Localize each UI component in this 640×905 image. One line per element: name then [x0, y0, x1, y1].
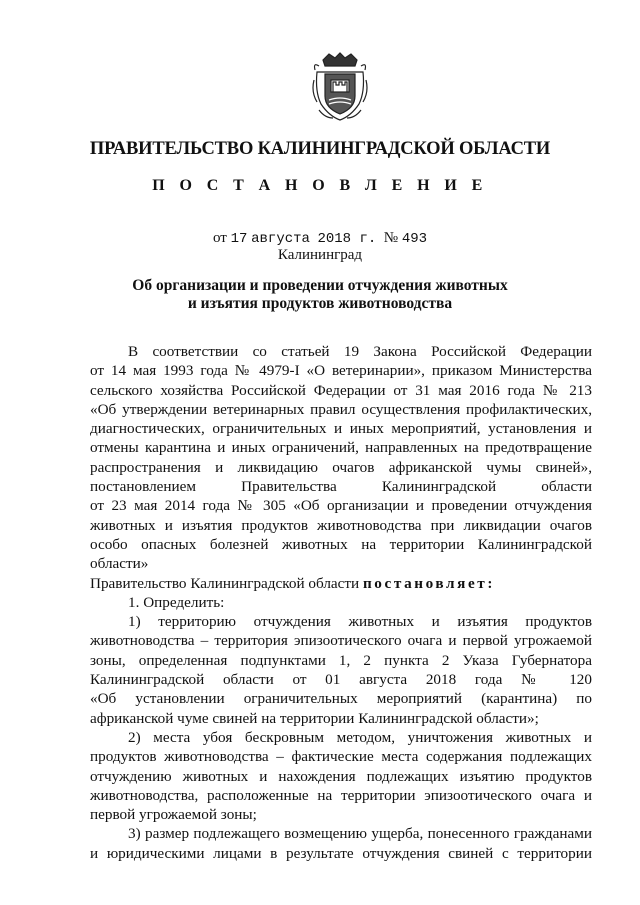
subject-line-1: Об организации и проведении отчуждения животных [132, 277, 508, 294]
document-body [90, 342, 592, 863]
resolve-word: постановляет: [362, 574, 496, 592]
item-1: 1. Определить: [128, 593, 225, 611]
body-line: животных и изъятия продуктов животноводства при ликвидации очагов [90, 516, 592, 534]
body-line: «Об утверждении ветеринарных правил осуществления профилактических, [90, 400, 592, 418]
subitem-line: первой угрожаемой зоны; [90, 806, 257, 824]
subitem-line: зоны, определенная подпунктами 1, 2 пункта 2 Указа Губернатора [90, 651, 592, 669]
date-month: августа [251, 231, 310, 247]
body-line: от 14 мая 1993 года № 4979-I «О ветеринарии», приказом Министерства [90, 362, 592, 380]
coat-of-arms-emblem [311, 52, 369, 122]
subitem-line: 2) места убоя бескровным методом, уничтожения животных и [128, 728, 592, 746]
body-line: диагностических, ограничительных и иных мероприятий, установления и [90, 420, 592, 438]
subitem-line: Калининградской области от 01 августа 2018 года № 120 [90, 671, 592, 689]
body-line: распространения и ликвидацию очагов африканской чумы свиней», [90, 458, 592, 476]
subitem-line: продуктов животноводства – фактические места содержания подлежащих [90, 748, 592, 766]
city: Калининград [277, 247, 363, 263]
resolve-prefix: Правительство Калининградской области [90, 574, 363, 592]
subject-title [0, 277, 640, 313]
number-label: № [383, 230, 399, 246]
subitem-line: животноводства – территория эпизоотического очага и первой угрожаемой [90, 632, 592, 650]
body-line: постановлением Правительства Калининградской области [90, 478, 592, 496]
body-line: сельского хозяйства Российской Федерации от 31 мая 2016 года № 213 [90, 381, 592, 399]
date-prefix: от [212, 230, 227, 246]
body-line: В соответствии со статьей 19 Закона Российской Федерации [128, 343, 592, 360]
resolve-line [90, 574, 592, 593]
date-line [0, 230, 640, 247]
decree-number: 493 [401, 231, 428, 247]
body-line: отмены карантина и иных ограничений, направленных на предотвращение [90, 439, 592, 457]
subitem-line: 1) территорию отчуждения животных и изъятия продуктов [128, 613, 592, 631]
subitem-line: и юридическими лицами в результате отчуждения свиней с территории [90, 844, 592, 862]
subitem-line: отчуждению животных и нахождения подлежащих изъятию продуктов [90, 767, 592, 785]
body-line: особо опасных болезней животных на территории Калининградской области» [90, 535, 592, 573]
date-year-number: 2018 г. [317, 231, 377, 247]
date-day: 17 [230, 231, 248, 247]
subitem-line: 3) размер подлежащего возмещению ущерба, понесенного гражданами [128, 825, 592, 843]
body-line: от 23 мая 2014 года № 305 «Об организации и проведении отчуждения [90, 497, 592, 515]
subitem-line: животноводства, расположенные на территории эпизоотического очага и [90, 786, 592, 804]
subject-line-2: и изъятия продуктов животноводства [187, 295, 453, 312]
government-title: ПРАВИТЕЛЬСТВО КАЛИНИНГРАДСКОЙ ОБЛАСТИ [89, 139, 551, 159]
document-type: П О С Т А Н О В Л Е Н И Е [152, 177, 488, 194]
subitem-line: африканской чуме свиней на территории Калининградской области»; [90, 709, 539, 727]
subitem-line: «Об установлении ограничительных мероприятий (карантина) по [90, 690, 592, 708]
